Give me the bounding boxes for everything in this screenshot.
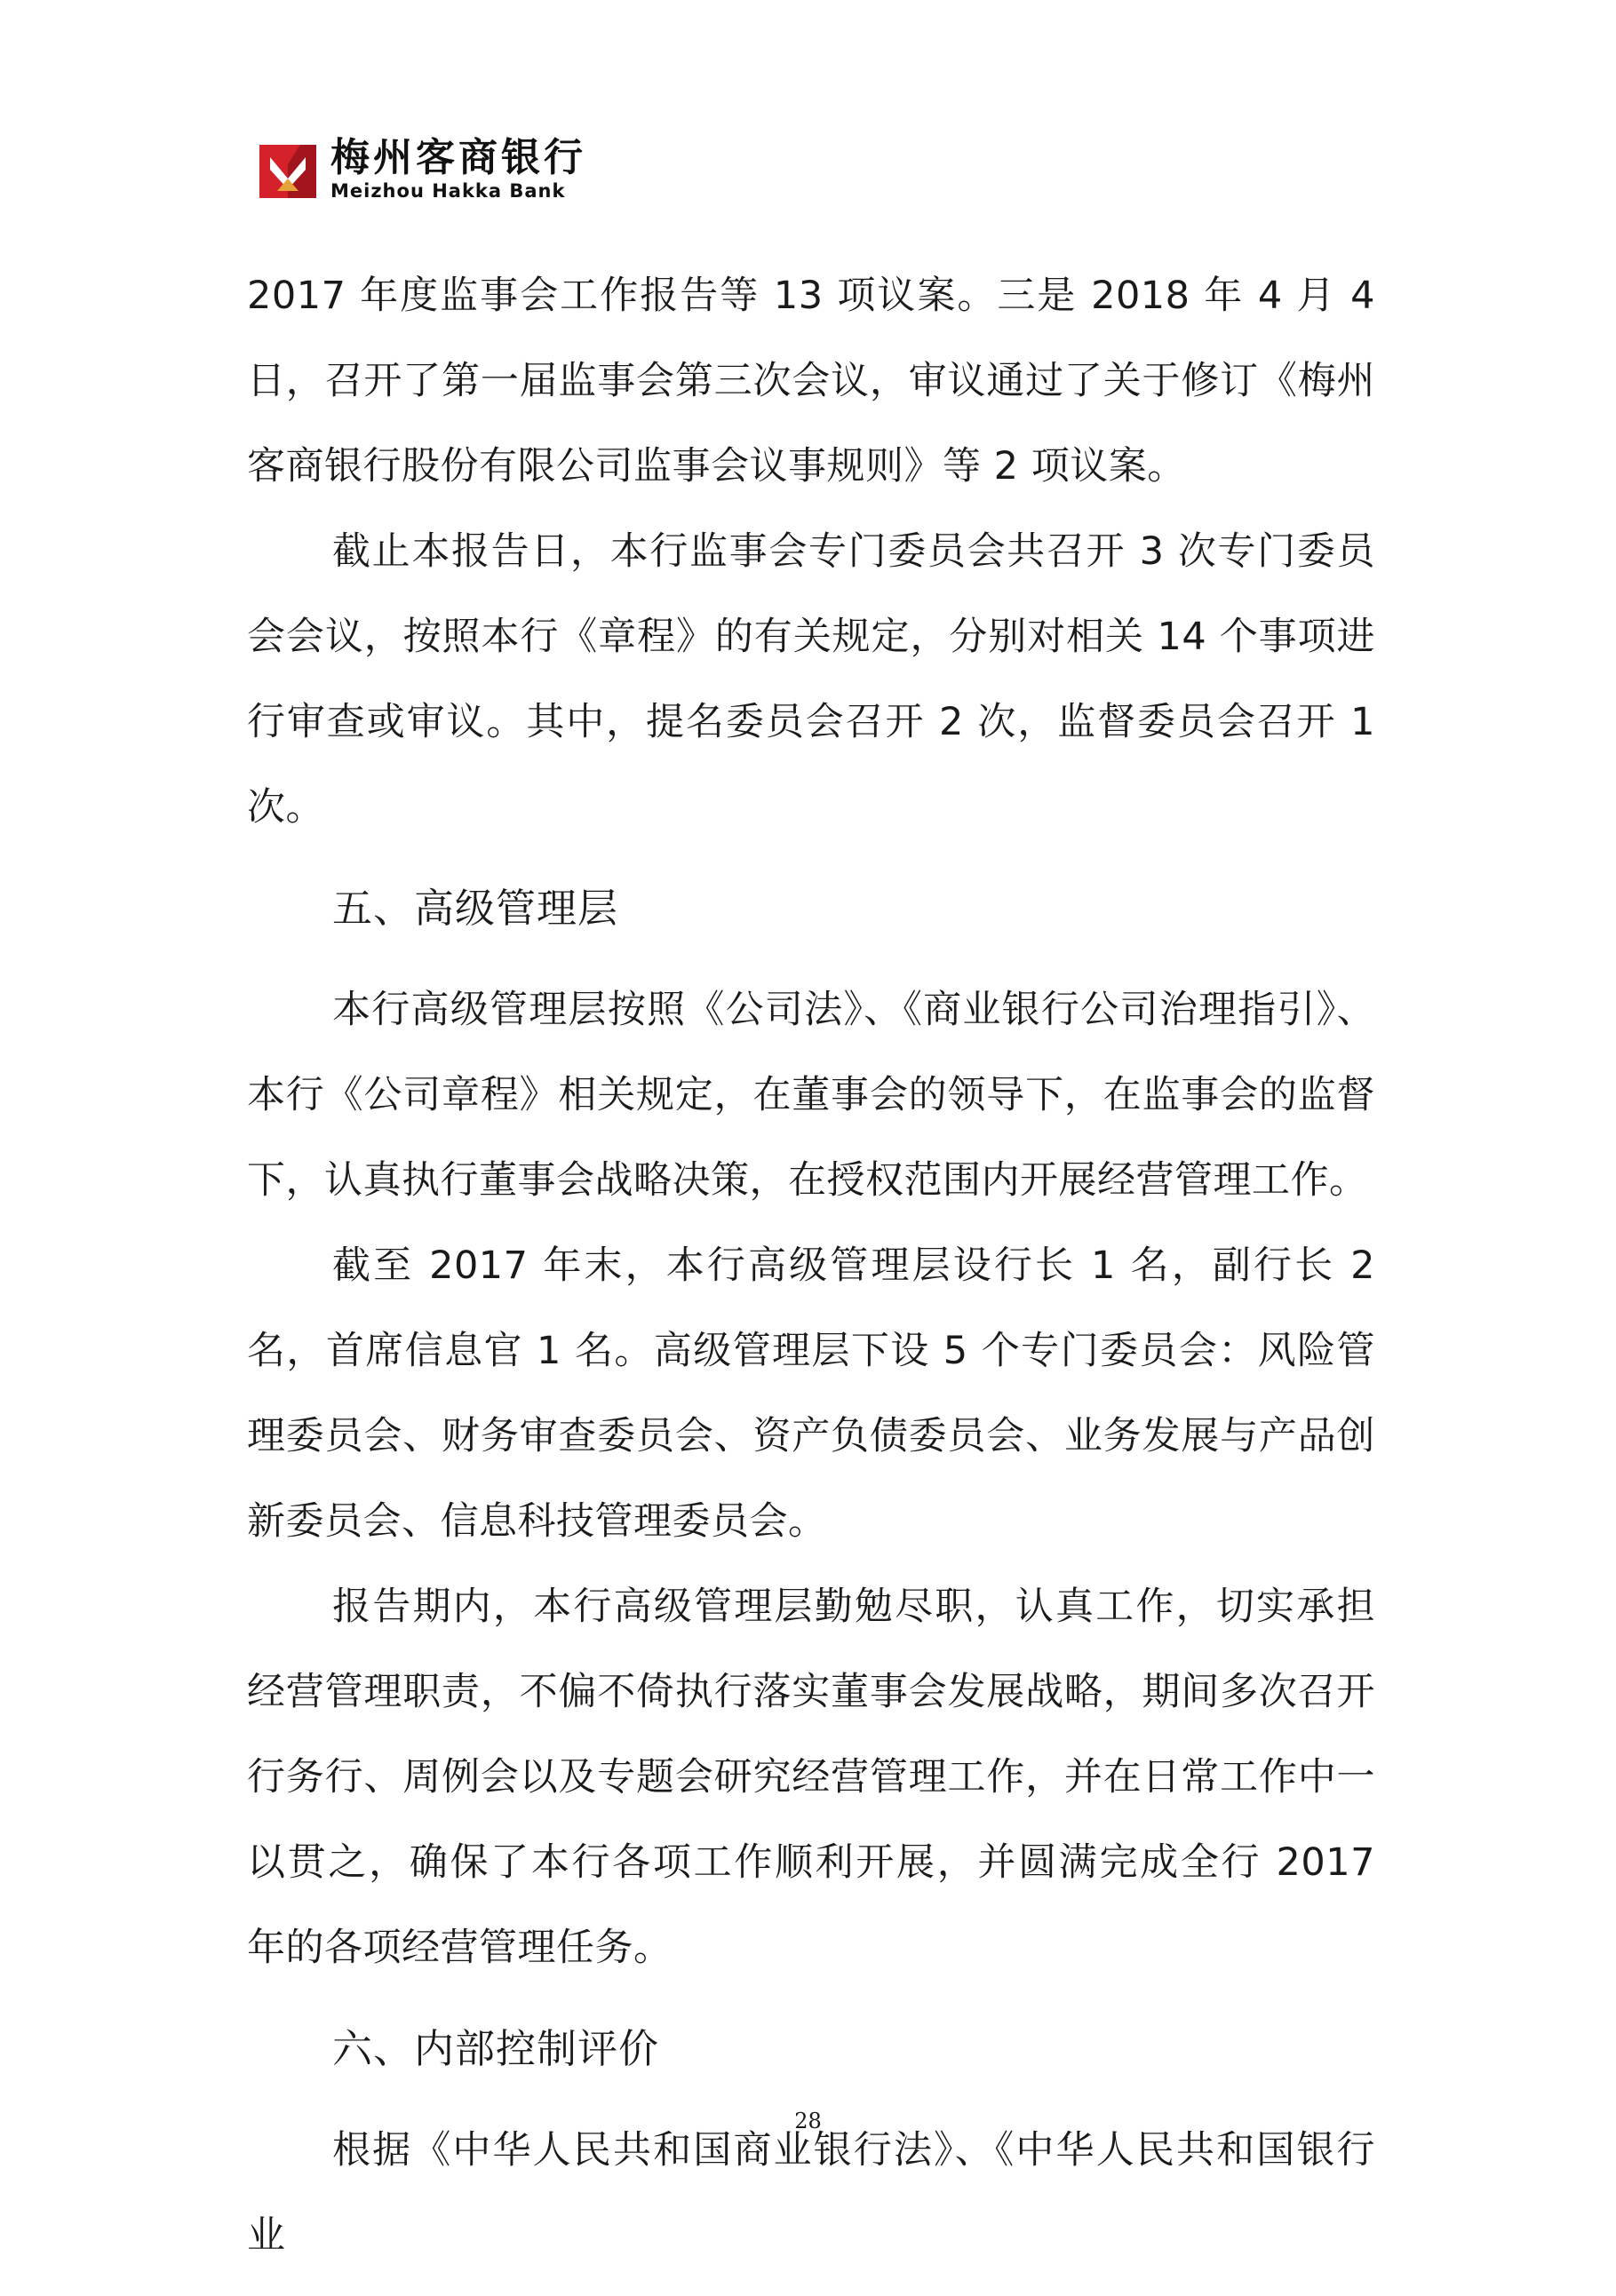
paragraph-management-structure: 截至 2017 年末，本行高级管理层设行长 1 名，副行长 2 名，首席信息官 1 名。高级管理层下设 5 个专门委员会：风险管理委员会、财务审查委员会、资产负债委员会、业务发展与产品创新委员会、信息科技管理委员会。 xyxy=(247,1243,1375,1544)
paragraph-supervisory-meetings: 2017 年度监事会工作报告等 13 项议案。三是 2018 年 4 月 4 日，召开了第一届监事会第三次会议，审议通过了关于修订《梅州客商银行股份有限公司监事会议事规则》等 2 项议案。 xyxy=(247,274,1375,489)
section-heading-internal-control: 六、内部控制评价 xyxy=(332,2025,660,2072)
page-header xyxy=(258,133,586,204)
paragraph-reporting-period: 报告期内，本行高级管理层勤勉尽职，认真工作，切实承担经营管理职责，不偏不倚执行落实董事会发展战略，期间多次召开行务行、周例会以及专题会研究经营管理工作，并在日常工作中一以贯之，确保了本行各项工作顺利开展，并圆满完成全行 2017 年的各项经营管理任务。 xyxy=(247,1585,1375,1970)
bank-logo-icon xyxy=(258,138,318,200)
paragraph-management-duties: 本行高级管理层按照《公司法》、《商业银行公司治理指引》、本行《公司章程》相关规定，在董事会的领导下，在监事会的监督下，认真执行董事会战略决策，在授权范围内开展经营管理工作。 xyxy=(247,988,1375,1203)
paragraph-internal-control-basis: 根据《中华人民共和国商业银行法》、《中华人民共和国银行业 xyxy=(247,2128,1375,2258)
document-body xyxy=(247,253,1375,2278)
bank-name-cn: 梅州客商银行 xyxy=(330,135,586,180)
bank-logo-text xyxy=(330,136,586,202)
section-heading-senior-management: 五、高级管理层 xyxy=(332,885,619,932)
bank-name-en: Meizhou Hakka Bank xyxy=(330,180,566,202)
page-number: 28 xyxy=(794,2109,822,2133)
paragraph-committee-meetings: 截止本报告日，本行监事会专门委员会共召开 3 次专门委员会会议，按照本行《章程》的有关规定，分别对相关 14 个事项进行审查或审议。其中，提名委员会召开 2 次，监督委员会召开 1 次。 xyxy=(247,529,1375,830)
